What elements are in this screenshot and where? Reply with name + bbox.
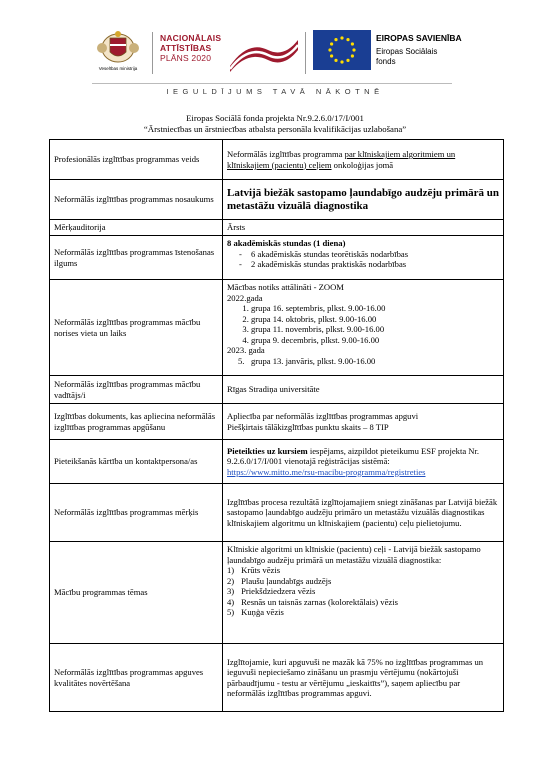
- row-label: Neformālās izglītības programmas īstenošanas ilgums: [50, 236, 223, 280]
- row-label: Mērķauditorija: [50, 220, 223, 236]
- list-item: [227, 586, 499, 597]
- row-label: Neformālās izglītības programmas apguves kvalitātes novērtēšana: [50, 644, 223, 712]
- list-item: [227, 597, 499, 608]
- program-table: [49, 139, 504, 712]
- table-row: [50, 484, 504, 542]
- list-number: 5.: [238, 355, 245, 366]
- ministry-caption: Veselības ministrija: [98, 66, 138, 71]
- schedule-intro: Mācības notiks attālināti - ZOOM: [227, 282, 344, 292]
- project-title: [0, 113, 550, 135]
- document-line: Piešķirtais tālākizglītības punktu skaits – 8 TIP: [227, 421, 389, 432]
- list-number: 3): [227, 586, 235, 596]
- list-item: [227, 576, 499, 587]
- eu-flag-icon: [313, 30, 371, 70]
- list-item: [227, 356, 499, 367]
- list-number: 2): [227, 575, 235, 586]
- nap-line: NACIONĀLAIS: [160, 33, 222, 43]
- table-row: [50, 220, 504, 236]
- row-label: Mācību programmas tēmas: [50, 542, 223, 644]
- header-logos: [0, 0, 550, 110]
- schedule-year: 2022.gada: [227, 292, 263, 303]
- row-label: Neformālās izglītības programmas nosaukums: [50, 180, 223, 220]
- row-value: [223, 542, 504, 644]
- row-value: [223, 280, 504, 376]
- row-label: Neformālās izglītības programmas mācību vadītājs/i: [50, 376, 223, 404]
- ministry-logo: [88, 28, 148, 76]
- duration-headline: 8 akadēmiskās stundas (1 diena): [227, 238, 346, 248]
- row-label: Izglītības dokuments, kas apliecina neformālās izglītības programmas apgūšanu: [50, 404, 223, 440]
- table-row: [50, 280, 504, 376]
- row-value: Izglītības procesa rezultātā izglītojamajiem sniegt zināšanas par Latvijā biežāk sastopamo ļaundabīgo audzēju primāro un metastāžu vizuālās diagnostikas klīniskajiem algoritmu un klīniskajiem (pacientu) ceļu pielietojumu.: [223, 484, 504, 542]
- list-number: 5): [227, 607, 235, 617]
- nap-line: PLĀNS 2020: [160, 53, 212, 63]
- eu-subtitle: fonds: [376, 57, 396, 66]
- contact-bold: Pieteikties uz kursiem: [227, 445, 308, 456]
- table-row: [50, 404, 504, 440]
- nap-line: ATTĪSTĪBAS: [160, 43, 212, 53]
- table-row: [50, 542, 504, 644]
- table-row: [50, 236, 504, 280]
- type-text: onkoloģijas jomā: [331, 159, 394, 170]
- eu-logo-text: [376, 33, 462, 67]
- table-row: [50, 180, 504, 220]
- topics-list: [227, 565, 499, 618]
- row-value: [223, 140, 504, 180]
- type-underlined-text: par klīniskajiem algoritmiem un klīniskajiem (pacientu) ceļiem: [227, 149, 456, 170]
- list-number: 4): [227, 596, 235, 607]
- table-row: [50, 140, 504, 180]
- program-name: Latvijā biežāk sastopamo ļaundabīgo audzēju primārā un metastāžu vizuālā diagnostika: [223, 180, 504, 220]
- table-row: [50, 644, 504, 712]
- list-text: Resnās un taisnās zarnas (kolorektālais) vēzis: [241, 596, 398, 607]
- flag-ribbon-icon: [228, 36, 300, 72]
- schedule-list: [227, 303, 499, 345]
- contact-text: iespējams, aizpildot pieteikumu ESF projekta Nr. 9.2.6.0/17/I/001 vienotajā reģistrācijas sistēmā:: [227, 445, 480, 467]
- table-row: [50, 376, 504, 404]
- header-separator: [92, 83, 452, 84]
- list-item: - 2 akadēmiskās stundas praktiskās nodarbības: [251, 259, 499, 270]
- schedule-year: 2023. gada: [227, 345, 265, 355]
- row-value: Ārsts: [223, 220, 504, 236]
- nap-logo-text: [160, 33, 221, 63]
- row-label: Neformālās izglītības programmas mērķis: [50, 484, 223, 542]
- list-item: 1. grupa 16. septembris, plkst. 9.00-16.00: [251, 303, 499, 314]
- list-item: 4. grupa 9. decembris, plkst. 9.00-16.00: [251, 335, 499, 346]
- row-value: Rīgas Stradiņa universitāte: [223, 376, 504, 404]
- list-item: 3. grupa 11. novembris, plkst. 9.00-16.00: [251, 324, 499, 335]
- table-row: [50, 440, 504, 484]
- list-item: [227, 607, 499, 618]
- list-text: Kuņģa vēzis: [241, 607, 284, 617]
- project-number: Eiropas Sociālā fonda projekta Nr.9.2.6.0/17/I/001: [186, 113, 364, 123]
- eu-subtitle: Eiropas Sociālais: [376, 47, 438, 56]
- document-line: Apliecība par neformālās izglītības programmas apguvi: [227, 411, 419, 421]
- row-label: Profesionālās izglītības programmas veids: [50, 140, 223, 180]
- row-value: Izglītojamie, kuri apguvuši ne mazāk kā 75% no izglītības programmas un ieguvuši nepieciešamo zināšanu un prasmju vērtējumu (nokārtojuši pārbaudījumu - testu ar vērtējumu „ieskaitīts”), saņem apliecību par neformālās izglītības programmas apguvi.: [223, 644, 504, 712]
- list-text: Krūts vēzis: [241, 565, 281, 575]
- list-item: [227, 565, 499, 576]
- list-text: grupa 13. janvāris, plkst. 9.00-16.00: [251, 355, 376, 366]
- list-item: 2. grupa 14. oktobris, plkst. 9.00-16.00: [251, 314, 499, 325]
- topics-intro: Klīniskie algoritmi un klīniskie (pacientu) ceļi - Latvijā biežāk sastopamo ļaundabīgo audzēju primārā un metastāžu vizuālā diagnostika:: [227, 544, 481, 565]
- divider: [305, 32, 306, 74]
- list-number: 1): [227, 565, 235, 575]
- project-name: “Ārstniecības un ārstniecības atbalsta personāla kvalifikācijas uzlabošana”: [143, 124, 407, 134]
- duration-list: [227, 249, 499, 270]
- coat-of-arms-icon: [88, 28, 148, 66]
- registration-link[interactable]: https://www.mitto.me/rsu-macibu-programma/registreties: [227, 466, 426, 477]
- list-item: - 6 akadēmiskās stundas teorētiskās nodarbības: [251, 249, 499, 260]
- row-value: [223, 236, 504, 280]
- row-value: [223, 440, 504, 484]
- row-value: [223, 404, 504, 440]
- list-text: Priekšdziedzera vēzis: [241, 586, 316, 596]
- tagline: IEGULDĪJUMS TAVĀ NĀKOTNĒ: [166, 87, 384, 96]
- divider: [152, 32, 153, 74]
- eu-title: EIROPAS SAVIENĪBA: [376, 33, 462, 43]
- list-text: Plaušu ļaundabīgs audzējs: [241, 575, 332, 586]
- row-label: Neformālās izglītības programmas mācību norises vieta un laiks: [50, 280, 223, 376]
- row-label: Pieteikšanās kārtība un kontaktpersona/as: [50, 440, 223, 484]
- type-text: Neformālās izglītības programma: [227, 149, 345, 159]
